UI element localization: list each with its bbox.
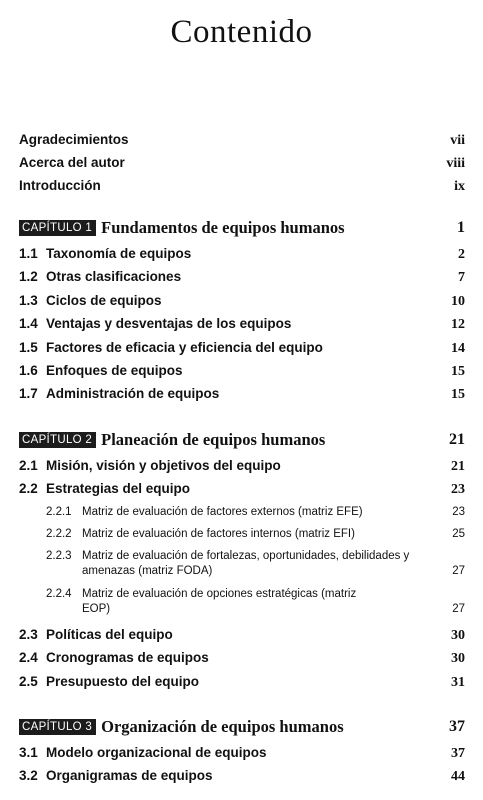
section-label: Misión, visión y objetivos del equipo <box>46 458 281 473</box>
subsection-label: Matriz de evaluación de opciones estratégicas (matriz EOP) <box>82 588 357 615</box>
section-number: 1.5 <box>19 340 38 355</box>
section-page: 30 <box>451 651 465 666</box>
toc-entry-label: Agradecimientos <box>19 132 129 147</box>
section-page: 30 <box>451 628 465 643</box>
toc-section[interactable] <box>19 768 465 785</box>
section-page: 31 <box>451 675 465 690</box>
toc-entry-about-author[interactable] <box>19 155 465 172</box>
section-number: 2.4 <box>19 650 38 665</box>
subsection-number: 2.2.3 <box>46 550 72 562</box>
section-number: 1.2 <box>19 269 38 284</box>
toc-entry-introduction[interactable] <box>19 178 465 195</box>
section-number: 1.6 <box>19 363 38 378</box>
section-label: Presupuesto del equipo <box>46 674 200 689</box>
subsection-page: 23 <box>452 506 465 518</box>
chapter-heading-2[interactable] <box>19 430 465 450</box>
chapter-title: Fundamentos de equipos humanos <box>101 218 345 237</box>
section-page: 14 <box>451 341 465 356</box>
section-label: Ventajas y desventajas de los equipos <box>46 316 292 331</box>
section-number: 2.3 <box>19 627 38 642</box>
toc-entry-acknowledgements[interactable] <box>19 132 465 149</box>
subsection-label: Matriz de evaluación de factores externos (matriz EFE) <box>82 506 363 518</box>
page-title: Contenido <box>170 14 313 50</box>
toc-entry-label: Acerca del autor <box>19 155 125 170</box>
chapter-title: Organización de equipos humanos <box>101 717 344 736</box>
section-label: Ciclos de equipos <box>46 293 162 308</box>
chapter-page: 1 <box>457 219 465 236</box>
toc-section[interactable] <box>19 246 465 263</box>
section-label: Modelo organizacional de equipos <box>46 745 267 760</box>
chapter-badge: CAPÍTULO 3 <box>19 719 96 735</box>
subsection-number: 2.2.4 <box>46 588 72 600</box>
section-page: 21 <box>451 459 465 474</box>
section-page: 15 <box>451 387 465 402</box>
section-page: 44 <box>451 769 465 784</box>
toc-subsection[interactable] <box>46 505 465 520</box>
section-number: 2.1 <box>19 458 38 473</box>
toc-subsection[interactable] <box>46 527 465 542</box>
toc-section[interactable] <box>19 745 465 762</box>
section-number: 2.5 <box>19 674 38 689</box>
chapter-title: Planeación de equipos humanos <box>101 430 326 449</box>
section-number: 1.7 <box>19 386 38 401</box>
section-number: 3.1 <box>19 745 38 760</box>
toc-section[interactable] <box>19 386 465 403</box>
chapter-page: 21 <box>449 431 465 448</box>
section-label: Otras clasificaciones <box>46 269 182 284</box>
toc-section[interactable] <box>19 316 465 333</box>
subsection-page: 27 <box>452 565 465 577</box>
section-page: 23 <box>451 482 465 497</box>
chapter-page: 37 <box>449 718 465 735</box>
toc-subsection[interactable] <box>46 587 465 617</box>
section-page: 15 <box>451 364 465 379</box>
section-label: Factores de eficacia y eficiencia del equipo <box>46 340 323 355</box>
section-number: 1.1 <box>19 246 38 261</box>
toc-entry-page: vii <box>450 133 465 148</box>
section-label: Enfoques de equipos <box>46 363 183 378</box>
toc-section[interactable] <box>19 627 465 644</box>
toc-entry-page: viii <box>446 156 465 171</box>
section-number: 2.2 <box>19 481 38 496</box>
toc-section[interactable] <box>19 458 465 475</box>
toc-section[interactable] <box>19 340 465 357</box>
section-page: 37 <box>451 746 465 761</box>
subsection-label: Matriz de evaluación de fortalezas, oportunidades, debilidades y amenazas (matriz FODA) <box>82 550 410 577</box>
toc-section[interactable] <box>19 363 465 380</box>
subsection-label: Matriz de evaluación de factores internos (matriz EFI) <box>82 528 355 540</box>
section-label: Administración de equipos <box>46 386 220 401</box>
section-label: Cronogramas de equipos <box>46 650 209 665</box>
chapter-heading-3[interactable] <box>19 717 465 737</box>
section-label: Organigramas de equipos <box>46 768 213 783</box>
subsection-number: 2.2.1 <box>46 506 72 518</box>
section-page: 7 <box>458 270 465 285</box>
toc-section[interactable] <box>19 674 465 691</box>
subsection-page: 27 <box>452 603 465 615</box>
toc-section[interactable] <box>19 481 465 498</box>
section-page: 12 <box>451 317 465 332</box>
section-page: 10 <box>451 294 465 309</box>
toc-entry-label: Introducción <box>19 178 101 193</box>
toc-section[interactable] <box>19 293 465 310</box>
chapter-badge: CAPÍTULO 2 <box>19 432 96 448</box>
subsection-page: 25 <box>452 528 465 540</box>
section-number: 1.3 <box>19 293 38 308</box>
section-label: Políticas del equipo <box>46 627 173 642</box>
section-label: Taxonomía de equipos <box>46 246 192 261</box>
toc-section[interactable] <box>19 269 465 286</box>
chapter-badge: CAPÍTULO 1 <box>19 220 96 236</box>
toc-entry-page: ix <box>454 179 465 194</box>
section-label: Estrategias del equipo <box>46 481 191 496</box>
section-number: 3.2 <box>19 768 38 783</box>
toc-subsection[interactable] <box>46 549 465 579</box>
toc-section[interactable] <box>19 650 465 667</box>
subsection-number: 2.2.2 <box>46 528 72 540</box>
chapter-heading-1[interactable] <box>19 218 465 238</box>
section-page: 2 <box>458 247 465 262</box>
section-number: 1.4 <box>19 316 38 331</box>
